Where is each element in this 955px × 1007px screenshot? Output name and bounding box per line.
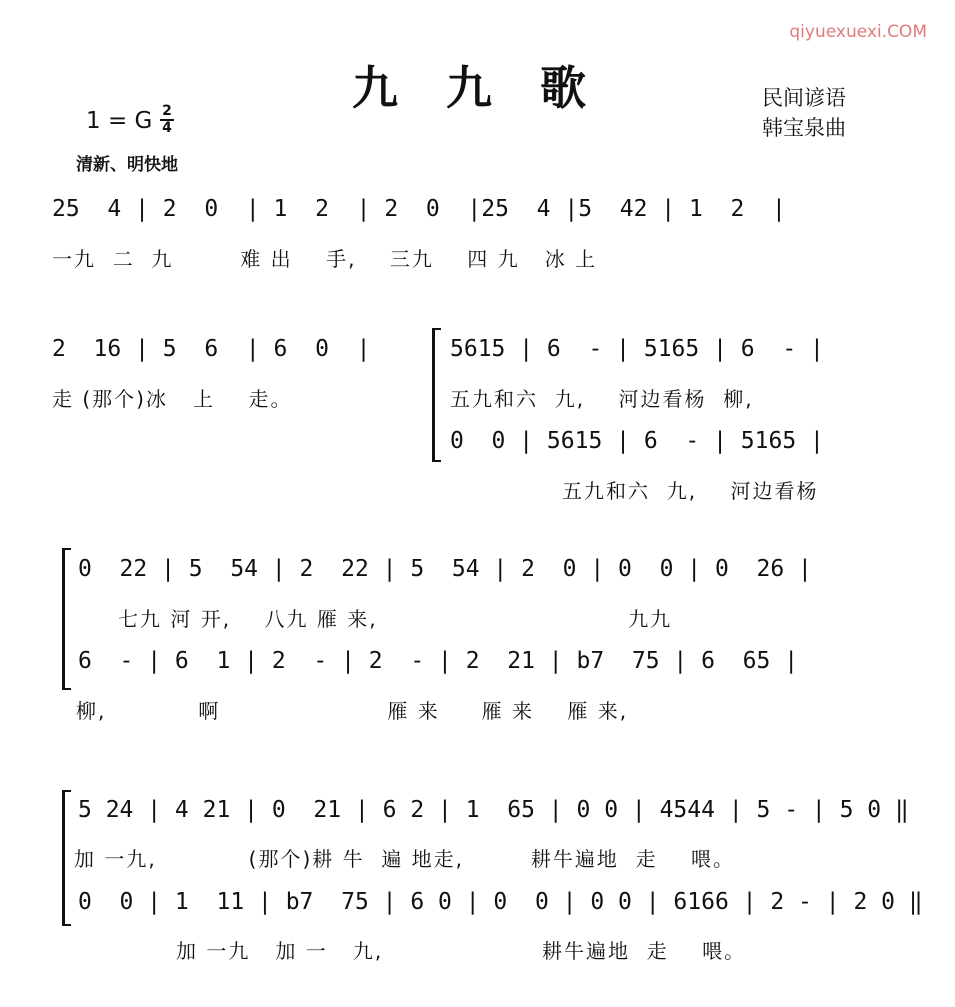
notation-line-5: 0 22 | 5 54 | 2 22 | 5 54 | 2 0 | 0 0 | 0 26 |	[78, 556, 812, 582]
key-signature: 1 = G	[86, 108, 153, 134]
system-brace-3	[62, 548, 71, 690]
lyrics-line-2: 走 (那个)冰 上 走。	[52, 387, 293, 411]
lyrics-line-1: 一九 二 九 难 出 手, 三九 四 九 冰 上	[52, 247, 598, 271]
song-title: 九 九 歌	[352, 61, 603, 115]
watermark: qiyuexuexi.COM	[789, 22, 927, 42]
lyrics-line-6: 柳, 啊 雁 来 雁 来 雁 来,	[76, 699, 629, 723]
lyrics-line-8: 加 一九 加 一 九, 耕牛遍地 走 喂。	[176, 939, 747, 963]
notation-line-7: 5 24 | 4 21 | 0 21 | 6 2 | 1 65 | 0 0 | 4544 | 5 - | 5 0 ‖	[78, 797, 909, 823]
time-signature-numerator: 2	[162, 103, 172, 119]
notation-line-4: 0 0 | 5615 | 6 - | 5165 |	[450, 428, 824, 454]
lyrics-line-4: 五九和六 九, 河边看杨	[562, 479, 819, 503]
music-credit: 韩宝泉曲	[762, 116, 846, 140]
notation-line-3: 5615 | 6 - | 5165 | 6 - |	[450, 336, 824, 362]
time-signature	[160, 105, 174, 135]
lyrics-line-3: 五九和六 九, 河边看杨 柳,	[450, 387, 754, 411]
system-brace-2	[432, 328, 441, 462]
notation-line-1: 25 4 | 2 0 | 1 2 | 2 0 |25 4 |5 42 | 1 2 |	[52, 196, 786, 222]
system-brace-4	[62, 790, 71, 926]
notation-line-6: 6 - | 6 1 | 2 - | 2 - | 2 21 | b7 75 | 6 65 |	[78, 648, 799, 674]
time-signature-denominator: 4	[162, 120, 172, 136]
lyrics-credit: 民间谚语	[762, 86, 846, 110]
tempo-marking: 清新、明快地	[76, 155, 178, 175]
lyrics-line-5: 七九 河 开, 八九 雁 来, 九九	[118, 607, 673, 631]
lyrics-line-7: 加 一九, (那个)耕 牛 遍 地走, 耕牛遍地 走 喂。	[74, 847, 736, 871]
notation-line-2: 2 16 | 5 6 | 6 0 |	[52, 336, 371, 362]
notation-line-8: 0 0 | 1 11 | b7 75 | 6 0 | 0 0 | 0 0 | 6166 | 2 - | 2 0 ‖	[78, 889, 923, 915]
